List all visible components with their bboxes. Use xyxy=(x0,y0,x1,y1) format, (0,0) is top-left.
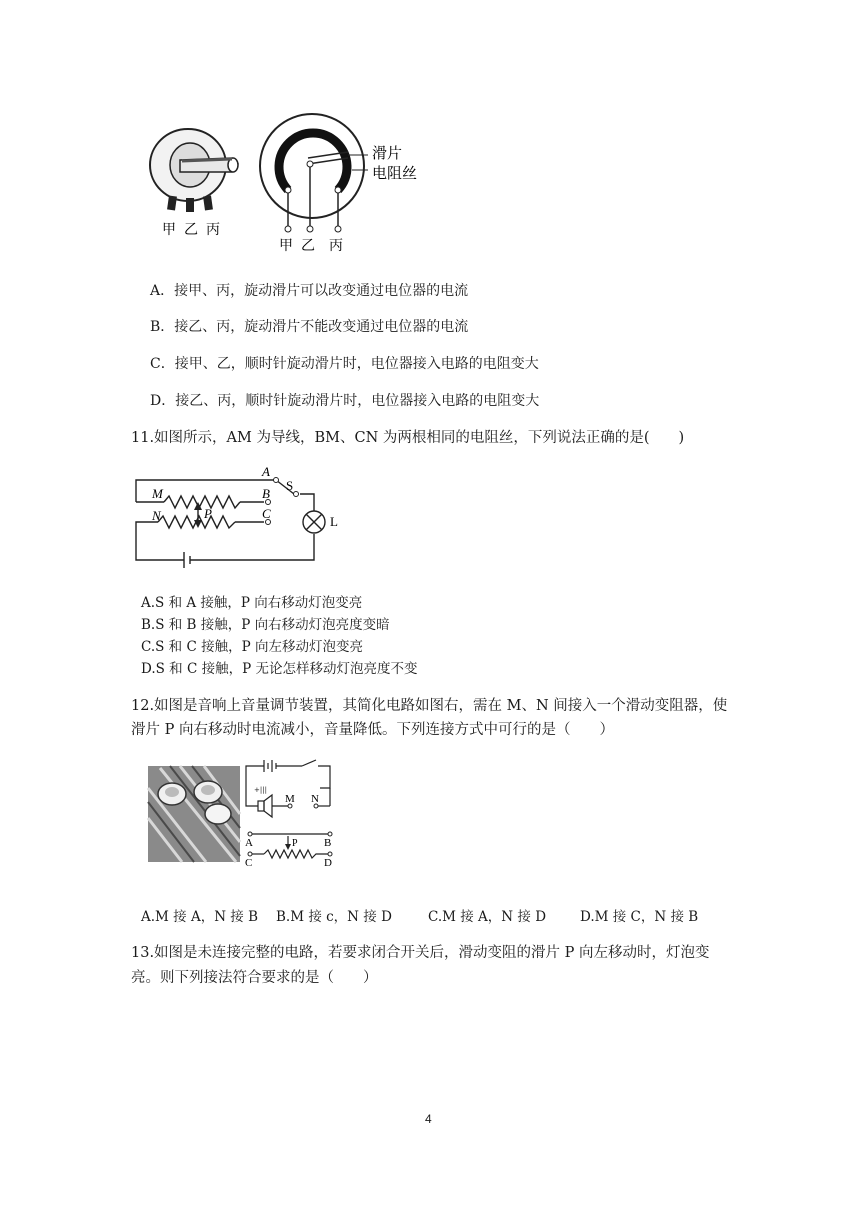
resistance-wire-label: 电阻丝 xyxy=(372,164,418,182)
q11-label-n: N xyxy=(152,508,161,523)
q11-label-c: C xyxy=(262,506,271,521)
q10-option-c: C．接甲、乙，顺时针旋动滑片时，电位器接入电路的电阻变大 xyxy=(150,356,539,372)
q12-label-p: P xyxy=(292,838,298,849)
q11-option-c: C.S 和 C 接触，P 向左移动灯泡变亮 xyxy=(141,639,363,655)
q11-label-p: P xyxy=(204,506,212,521)
terminal-label-1: 甲 xyxy=(162,222,176,238)
page-number: 4 xyxy=(425,1112,432,1126)
potentiometer-schematic xyxy=(260,114,368,232)
q11-label-l: L xyxy=(330,514,338,529)
q13-stem-line2: 亮。则下列接法符合要求的是（ ） xyxy=(131,970,378,986)
q11-label-a: A xyxy=(262,464,270,479)
q12-option-d: D.M 接 C，N 接 B xyxy=(580,909,699,925)
q12-option-a: A.M 接 A，N 接 B xyxy=(141,909,259,925)
q11-label-s: S xyxy=(286,478,294,493)
slider-label: 滑片 xyxy=(372,144,403,162)
q11-option-a: A.S 和 A 接触，P 向右移动灯泡变亮 xyxy=(141,595,363,611)
q13-stem-line1: 13.如图是未连接完整的电路，若要求闭合开关后，滑动变阻的滑片 P 向左移动时，灯泡变 xyxy=(131,945,710,961)
mixer-photo xyxy=(148,766,240,862)
q11-option-b: B.S 和 B 接触，P 向右移动灯泡亮度变暗 xyxy=(141,617,390,633)
terminal-label-3: 丙 xyxy=(206,222,220,238)
schematic-terminal-3: 丙 xyxy=(329,238,343,254)
q11-circuit-figure xyxy=(128,460,348,572)
q12-label-b: B xyxy=(324,837,332,849)
terminal-label-2: 乙 xyxy=(184,222,198,238)
q11-label-b: B xyxy=(262,486,270,501)
q12-stem-line1: 12.如图是音响上音量调节装置，其简化电路如图右，需在 M、N 间接入一个滑动变阻器，使 xyxy=(131,698,728,714)
q12-label-d: D xyxy=(324,857,332,869)
q12-label-c: C xyxy=(245,857,253,869)
svg-text:+|||: +||| xyxy=(254,786,267,794)
schematic-terminal-1: 甲 xyxy=(279,238,293,254)
q12-option-c: C.M 接 A，N 接 D xyxy=(428,909,547,925)
q12-figure xyxy=(146,758,346,870)
q10-option-a: A．接甲、丙，旋动滑片可以改变通过电位器的电流 xyxy=(150,283,469,299)
q12-stem-line2: 滑片 P 向右移动时电流减小，音量降低。下列连接方式中可行的是（ ） xyxy=(131,722,614,738)
q11-label-m: M xyxy=(152,486,163,501)
q12-label-n: N xyxy=(311,793,319,805)
q12-label-m: M xyxy=(285,793,295,805)
q12-label-a: A xyxy=(245,837,253,849)
q10-option-d: D．接乙、丙，顺时针旋动滑片时，电位器接入电路的电阻变大 xyxy=(150,393,540,409)
q12-option-b: B.M 接 c，N 接 D xyxy=(276,909,392,925)
q11-stem: 11.如图所示，AM 为导线，BM、CN 为两根相同的电阻丝，下列说法正确的是( ) xyxy=(131,430,685,446)
potentiometer-photo xyxy=(150,129,238,212)
potentiometer-figure xyxy=(140,108,440,258)
schematic-terminal-2: 乙 xyxy=(301,238,315,254)
q11-option-d: D.S 和 C 接触，P 无论怎样移动灯泡亮度不变 xyxy=(141,661,418,677)
q10-option-b: B．接乙、丙，旋动滑片不能改变通过电位器的电流 xyxy=(150,319,469,335)
